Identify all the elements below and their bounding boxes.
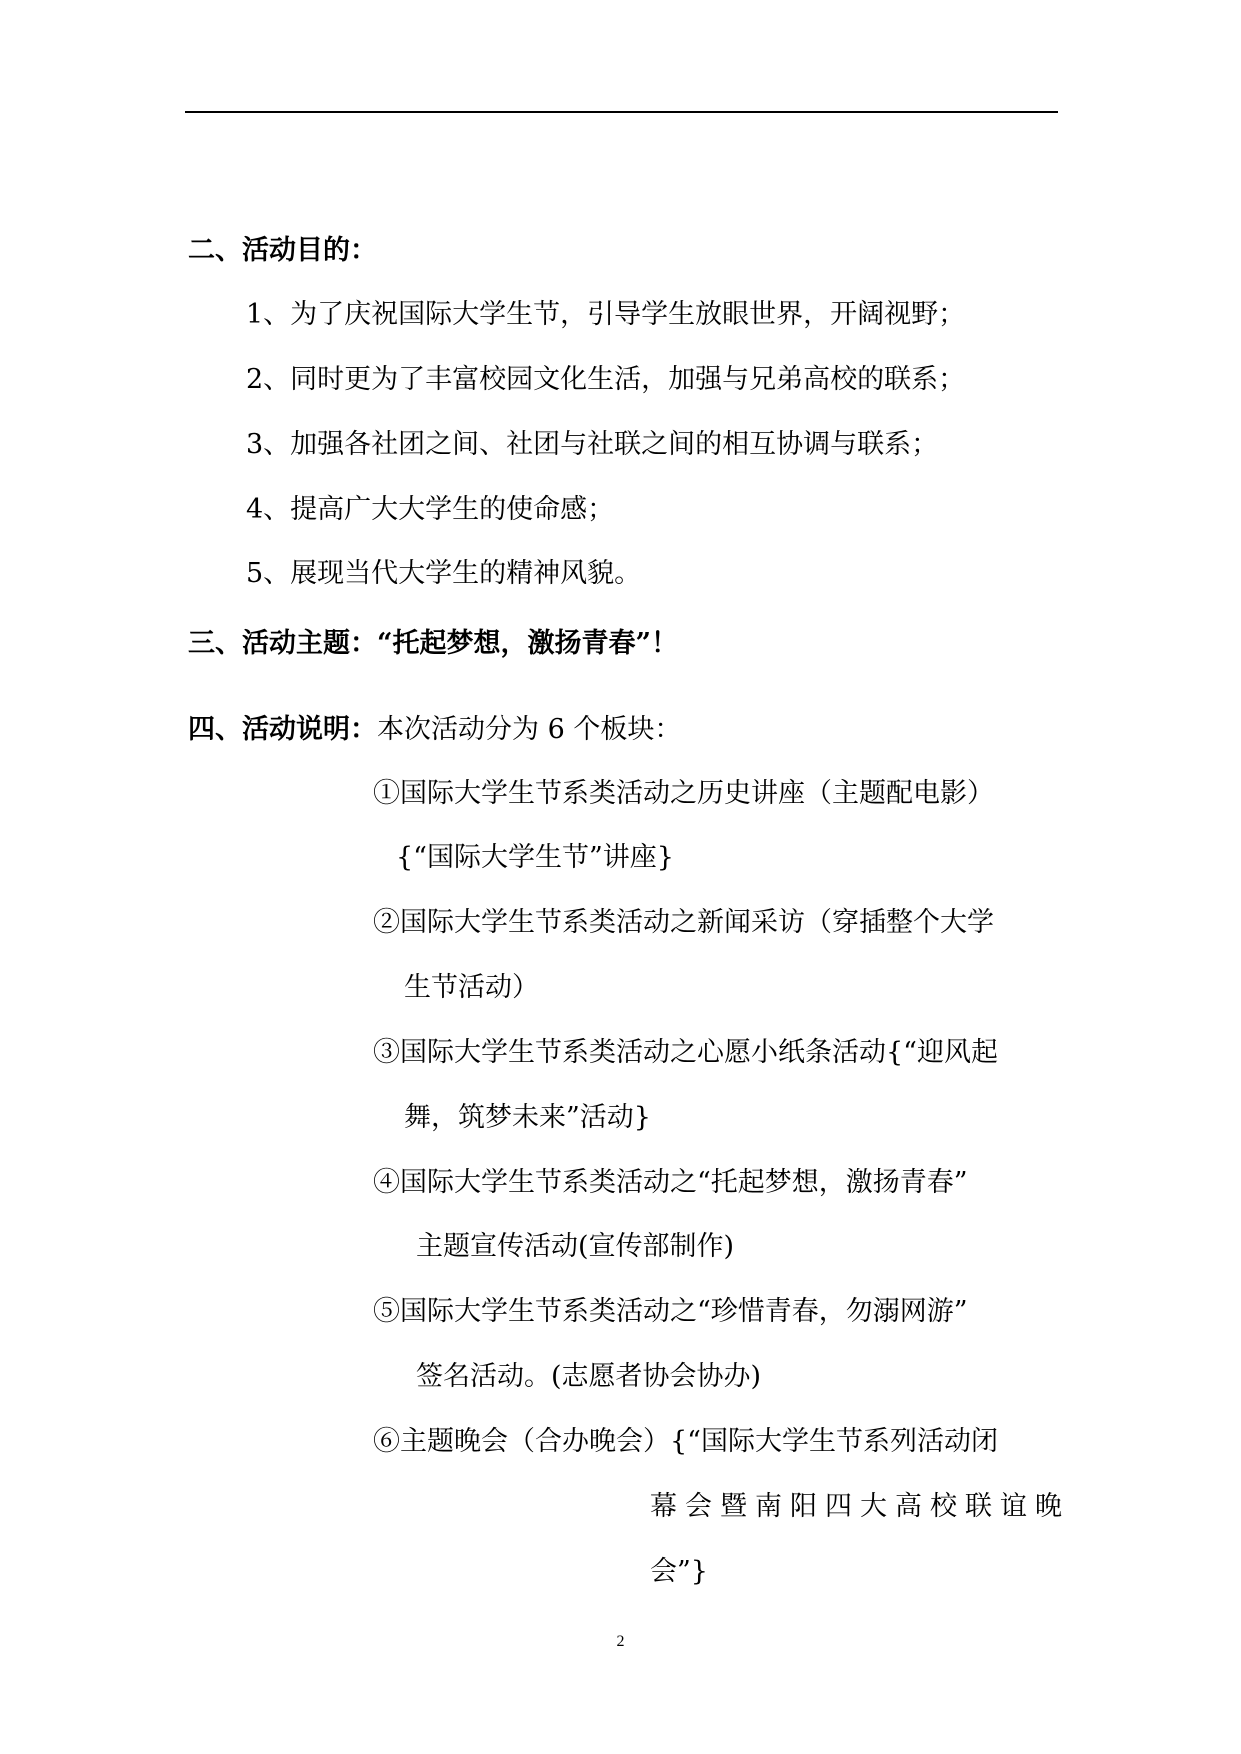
section-4-title: 四、活动说明： — [188, 714, 377, 745]
objective-item-1: 1、为了庆祝国际大学生节，引导学生放眼世界，开阔视野； — [246, 299, 966, 330]
module-6-line-2: 幕会暨南阳四大高校联谊晚 — [650, 1491, 1070, 1522]
module-4-line-1: ④国际大学生节系类活动之“托起梦想，激扬青春” — [373, 1167, 968, 1198]
objective-item-3: 3、加强各社团之间、社团与社联之间的相互协调与联系； — [246, 429, 939, 460]
objective-item-5: 5、展现当代大学生的精神风貌。 — [246, 558, 642, 589]
section-2-heading: 二、活动目的： — [188, 235, 377, 266]
module-5-line-2: 签名活动。(志愿者协会协办) — [416, 1361, 762, 1392]
module-1-line-2: {“国际大学生节”讲座} — [396, 842, 674, 873]
objective-item-4: 4、提高广大大学生的使命感； — [246, 494, 615, 525]
module-6-line-3: 会”} — [650, 1556, 708, 1587]
module-4-line-2: 主题宣传活动(宣传部制作) — [416, 1231, 735, 1262]
module-1-line-1: ①国际大学生节系类活动之历史讲座（主题配电影） — [373, 778, 994, 809]
module-2-line-2: 生节活动） — [404, 972, 539, 1003]
objective-item-2: 2、同时更为了丰富校园文化生活，加强与兄弟高校的联系； — [246, 364, 966, 395]
module-5-line-1: ⑤国际大学生节系类活动之“珍惜青春，勿溺网游” — [373, 1296, 968, 1327]
module-3-line-2: 舞，筑梦未来”活动} — [404, 1102, 651, 1133]
header-rule — [185, 111, 1058, 113]
page-number: 2 — [616, 1633, 625, 1650]
module-3-line-1: ③国际大学生节系类活动之心愿小纸条活动{“迎风起 — [373, 1037, 998, 1068]
module-6-line-1: ⑥主题晚会（合办晚会）{“国际大学生节系列活动闭 — [373, 1426, 998, 1457]
section-4-intro: 本次活动分为 6 个板块： — [377, 714, 682, 745]
section-4-heading — [188, 712, 681, 748]
section-3-heading: 三、活动主题：“托起梦想，激扬青春”！ — [188, 628, 679, 659]
module-2-line-1: ②国际大学生节系类活动之新闻采访（穿插整个大学 — [373, 907, 994, 938]
